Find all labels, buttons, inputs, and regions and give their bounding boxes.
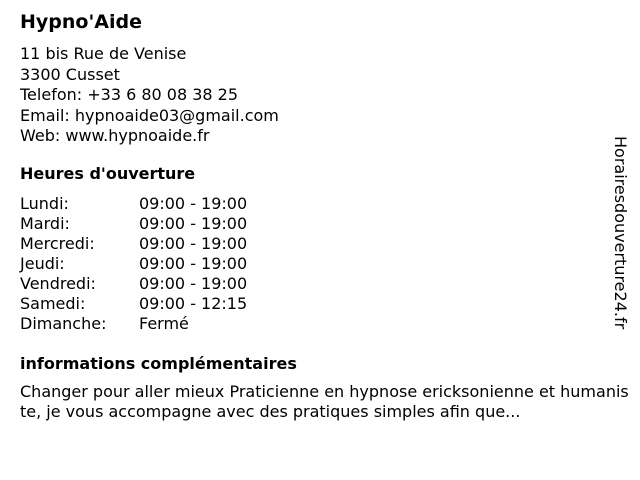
time-value: 09:00 - 12:15 xyxy=(139,294,248,313)
email-address: Email: hypnoaide03@gmail.com xyxy=(20,105,279,125)
hours-row-thursday xyxy=(20,254,320,274)
day-label: Lundi: xyxy=(20,194,69,213)
phone-number: Telefon: +33 6 80 08 38 25 xyxy=(20,85,239,104)
hours-row-saturday xyxy=(20,294,320,314)
opening-hours-table xyxy=(20,194,320,334)
hours-row-friday xyxy=(20,274,320,294)
day-label: Vendredi: xyxy=(20,274,96,293)
hours-row-wednesday xyxy=(20,234,320,254)
additional-info-heading: informations complémentaires xyxy=(20,354,297,373)
time-value: 09:00 - 19:00 xyxy=(139,214,248,233)
hours-row-sunday xyxy=(20,314,320,334)
contact-block xyxy=(20,44,279,147)
day-label: Mardi: xyxy=(20,214,70,233)
day-label: Mercredi: xyxy=(20,234,95,253)
address-city: 3300 Cusset xyxy=(20,64,120,84)
day-label: Jeudi: xyxy=(20,254,65,273)
hours-row-tuesday xyxy=(20,214,320,234)
time-value: 09:00 - 19:00 xyxy=(139,254,248,273)
time-value: 09:00 - 19:00 xyxy=(139,274,248,293)
time-value: 09:00 - 19:00 xyxy=(139,234,248,253)
day-label: Dimanche: xyxy=(20,314,107,333)
opening-hours-heading: Heures d'ouverture xyxy=(20,164,196,183)
site-watermark: Horairesdouverture24.fr xyxy=(611,136,630,330)
address-street: 11 bis Rue de Venise xyxy=(20,44,187,63)
time-value: 09:00 - 19:00 xyxy=(139,194,248,213)
day-label: Samedi: xyxy=(20,294,86,313)
additional-info-text: Changer pour aller mieux Praticienne en hypnose ericksonienne et humaniste, je vous accompagne avec des pratiques simples afin que... xyxy=(20,382,629,421)
website-address: Web: www.hypnoaide.fr xyxy=(20,126,210,145)
time-value: Fermé xyxy=(139,314,189,333)
business-name: Hypno'Aide xyxy=(20,11,142,33)
hours-row-monday xyxy=(20,194,320,214)
